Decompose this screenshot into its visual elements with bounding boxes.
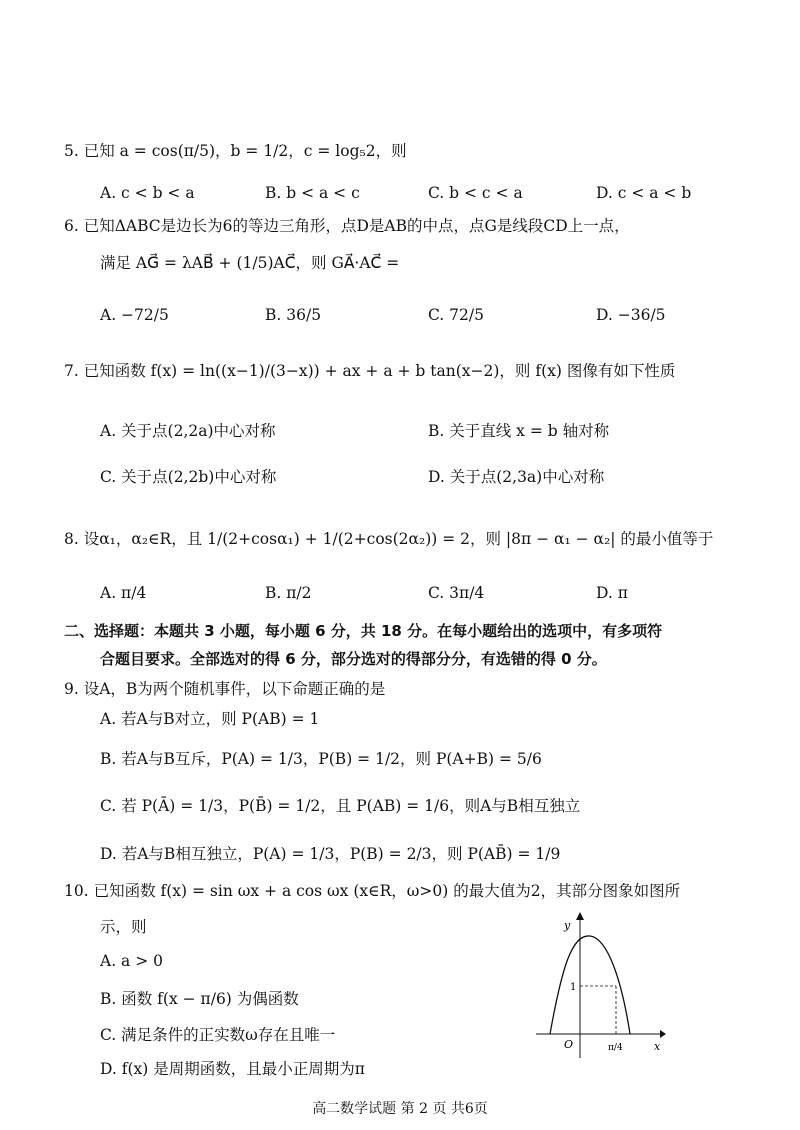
q7-option-a: A. 关于点(2,2a)中心对称	[100, 422, 276, 440]
q8-option-b: B. π/2	[265, 584, 312, 602]
section2-line1: 二、选择题：本题共 3 小题，每小题 6 分，共 18 分。在每小题给出的选项中，有多项符	[64, 622, 663, 640]
q9-option-b: B. 若A与B互斥，P(A) = 1/3，P(B) = 1/2，则 P(A+B) = 5/6	[100, 750, 542, 768]
q7-option-d: D. 关于点(2,3a)中心对称	[428, 468, 605, 486]
q5-stem: 5. 已知 a = cos(π/5)，b = 1/2，c = log₅2，则	[64, 142, 407, 160]
q8-option-a: A. π/4	[100, 584, 147, 602]
q10-option-a: A. a > 0	[100, 952, 163, 970]
sine-curve	[550, 936, 630, 1034]
x-axis-arrow-icon	[660, 1030, 666, 1038]
q6-option-a: A. −72/5	[100, 306, 169, 324]
q6-option-b: B. 36/5	[265, 306, 322, 324]
x-tick-label: π/4	[608, 1043, 623, 1053]
q5-option-c: C. b < c < a	[428, 184, 523, 202]
q5-option-b: B. b < a < c	[265, 184, 360, 202]
q10-line1: 10. 已知函数 f(x) = sin ωx + a cos ωx (x∈R，ω>0) 的最大值为2，其部分图象如图所	[64, 882, 681, 900]
q6-option-c: C. 72/5	[428, 306, 484, 324]
q5-option-d: D. c < a < b	[596, 184, 692, 202]
section2-line2: 合题目要求。全部选对的得 6 分，部分选对的得部分分，有选错的得 0 分。	[100, 650, 607, 668]
page-footer: 高二数学试题 第 2 页 共6页	[312, 1101, 488, 1117]
q8-option-c: C. 3π/4	[428, 584, 485, 602]
origin-label: O	[564, 1038, 574, 1051]
q7-option-c: C. 关于点(2,2b)中心对称	[100, 468, 277, 486]
q7-option-b: B. 关于直线 x = b 轴对称	[428, 422, 610, 440]
q6-line2: 满足 AG⃗ = λAB⃗ + (1/5)AC⃗，则 GA⃗·AC⃗ =	[100, 254, 400, 272]
q10-option-c: C. 满足条件的正实数ω存在且唯一	[100, 1026, 336, 1044]
q10-line2: 示，则	[100, 918, 147, 936]
q6-line1: 6. 已知ΔABC是边长为6的等边三角形，点D是AB的中点，点G是线段CD上一点，	[64, 217, 630, 235]
q9-option-a: A. 若A与B对立，则 P(AB) = 1	[100, 710, 320, 728]
q5-option-a: A. c < b < a	[100, 184, 195, 202]
q9-option-d: D. 若A与B相互独立，P(A) = 1/3，P(B) = 2/3，则 P(AB̄) = 1/9	[100, 845, 561, 863]
q10-option-b: B. 函数 f(x − π/6) 为偶函数	[100, 990, 299, 1008]
y-axis-label: y	[564, 919, 571, 932]
q6-option-d: D. −36/5	[596, 306, 666, 324]
q10-function-graph	[536, 912, 666, 1058]
q7-stem: 7. 已知函数 f(x) = ln((x−1)/(3−x)) + ax + a + b tan(x−2)，则 f(x) 图像有如下性质	[64, 362, 676, 380]
y-axis-arrow-icon	[576, 912, 584, 920]
y-tick-label: 1	[570, 982, 577, 993]
x-axis-label: x	[654, 1040, 661, 1053]
q10-option-d: D. f(x) 是周期函数，且最小正周期为π	[100, 1060, 365, 1078]
q8-option-d: D. π	[596, 584, 628, 602]
q9-stem: 9. 设A，B为两个随机事件，以下命题正确的是	[64, 680, 386, 698]
q8-stem: 8. 设α₁，α₂∈R，且 1/(2+cosα₁) + 1/(2+cos(2α₂)) = 2，则 |8π − α₁ − α₂| 的最小值等于	[64, 530, 714, 548]
q9-option-c: C. 若 P(Ā) = 1/3，P(B̄) = 1/2，且 P(AB) = 1/6，则A与B相互独立	[100, 797, 581, 815]
